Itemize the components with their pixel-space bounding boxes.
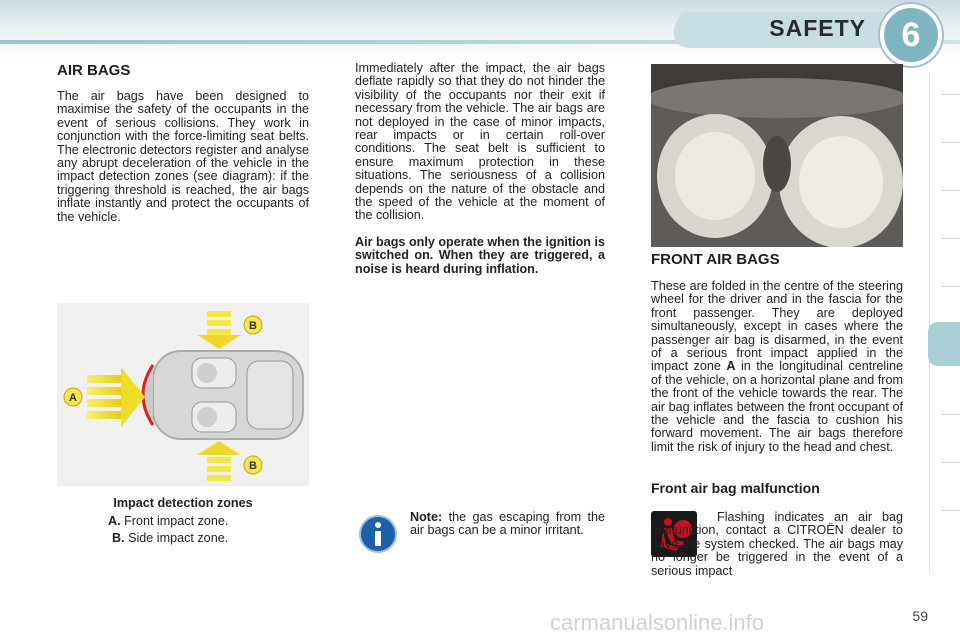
note-body: the gas escaping from the air bags can be a minor irritant.: [410, 510, 606, 538]
thumb-tick: [942, 94, 960, 95]
caption-key-b: B.: [112, 531, 125, 545]
airbags-photo-illustration: [651, 64, 903, 247]
deployed-airbags-photo: [651, 64, 903, 247]
side-impact-arrows-bottom: [197, 441, 241, 481]
ignition-warning: Air bags only operate when the ignition is switched on. When they are triggered, a noise is heard during inflation.: [355, 235, 605, 276]
front-air-bags-heading: FRONT AIR BAGS: [651, 251, 780, 268]
caption-key-a: A.: [108, 514, 121, 528]
diagram-caption-title: Impact detection zones: [113, 496, 253, 510]
thumb-tick: [942, 510, 960, 511]
caption-text-b: Side impact zone.: [128, 531, 229, 545]
car-top-view-figure: [57, 303, 309, 486]
zone-letter-a: A: [69, 392, 77, 404]
info-icon: [358, 514, 398, 554]
page-number: 59: [912, 608, 928, 624]
front-air-bags-body: [651, 280, 903, 454]
side-impact-arrows-top: [197, 311, 241, 349]
note-label: Note:: [410, 510, 443, 524]
chapter-number-badge: 6: [880, 4, 942, 66]
impact-zones-diagram: [57, 303, 309, 486]
zone-label-b-bottom: [244, 456, 262, 474]
front-body-part-1: These are folded in the centre of the steering wheel for the driver and in the fascia for the front passenger. They are deployed simultaneously, except in cases where the passenger air bag is disarmed, in the event of a serious front impact applied in the impact zone: [651, 279, 903, 374]
zone-label-a: [64, 388, 82, 406]
air-bags-intro: The air bags have been designed to maximise the safety of the occupants in the event of serious collisions. They work in conjunction with the force-limiting seat belts. The electronic detectors register and analyse any abrupt deceleration of the vehicle in the impact detection zones (see diagram): if the triggering threshold is reached, the air bags inflate instantly and protect the occupants of the vehicle.: [57, 89, 309, 224]
front-body-zone-letter: A: [726, 359, 736, 374]
thumb-tick: [942, 238, 960, 239]
air-bags-heading: AIR BAGS: [57, 62, 131, 79]
caption-item-b: [112, 531, 228, 545]
watermark: carmanualsonline.info: [550, 610, 765, 635]
deflation-paragraph: Immediately after the impact, the air bags deflate rapidly so that they do not hinder the visibility of the occupants nor their exit if necessary from the vehicle. The air bags are not deployed in the case of minor impacts, rear impacts or in certain roll-over conditions. The seat belt is sufficient to ensure maximum protection in these situations. The seriousness of a collision depends on the nature of the obstacle and the speed of the vehicle at the moment of the collision.: [355, 61, 605, 223]
thumb-tick: [942, 286, 960, 287]
front-body-part-2: in the longitudinal centreline of the vehicle, on a horizontal plane and from the front of the vehicle towards the rear. The air bag inflates between the front occupant of the vehicle and the fascia to cushion his forward movement. The air bags therefore limit the risk of injury to the head and chest.: [651, 359, 904, 454]
thumb-tick: [942, 190, 960, 191]
chapter-thumb-active: [928, 322, 960, 366]
caption-text-a: Front impact zone.: [124, 514, 229, 528]
malfunction-body: Flashing indicates an air bag malfunction, contact a CITROËN dealer to have the system checked. The air bags may no longer be triggered in the event of a serious impact: [651, 510, 903, 578]
note-text: [410, 511, 605, 538]
malfunction-heading: Front air bag malfunction: [651, 480, 820, 496]
section-title: SAFETY: [769, 15, 866, 41]
caption-item-a: [108, 514, 228, 528]
thumb-tick: [942, 142, 960, 143]
car-body: [143, 351, 303, 439]
zone-letter-b-bottom: B: [249, 460, 257, 472]
thumb-tick: [942, 414, 960, 415]
zone-label-b-top: [244, 316, 262, 334]
thumb-tick: [942, 462, 960, 463]
front-impact-arrows: [87, 367, 145, 427]
zone-letter-b-top: B: [249, 320, 257, 332]
